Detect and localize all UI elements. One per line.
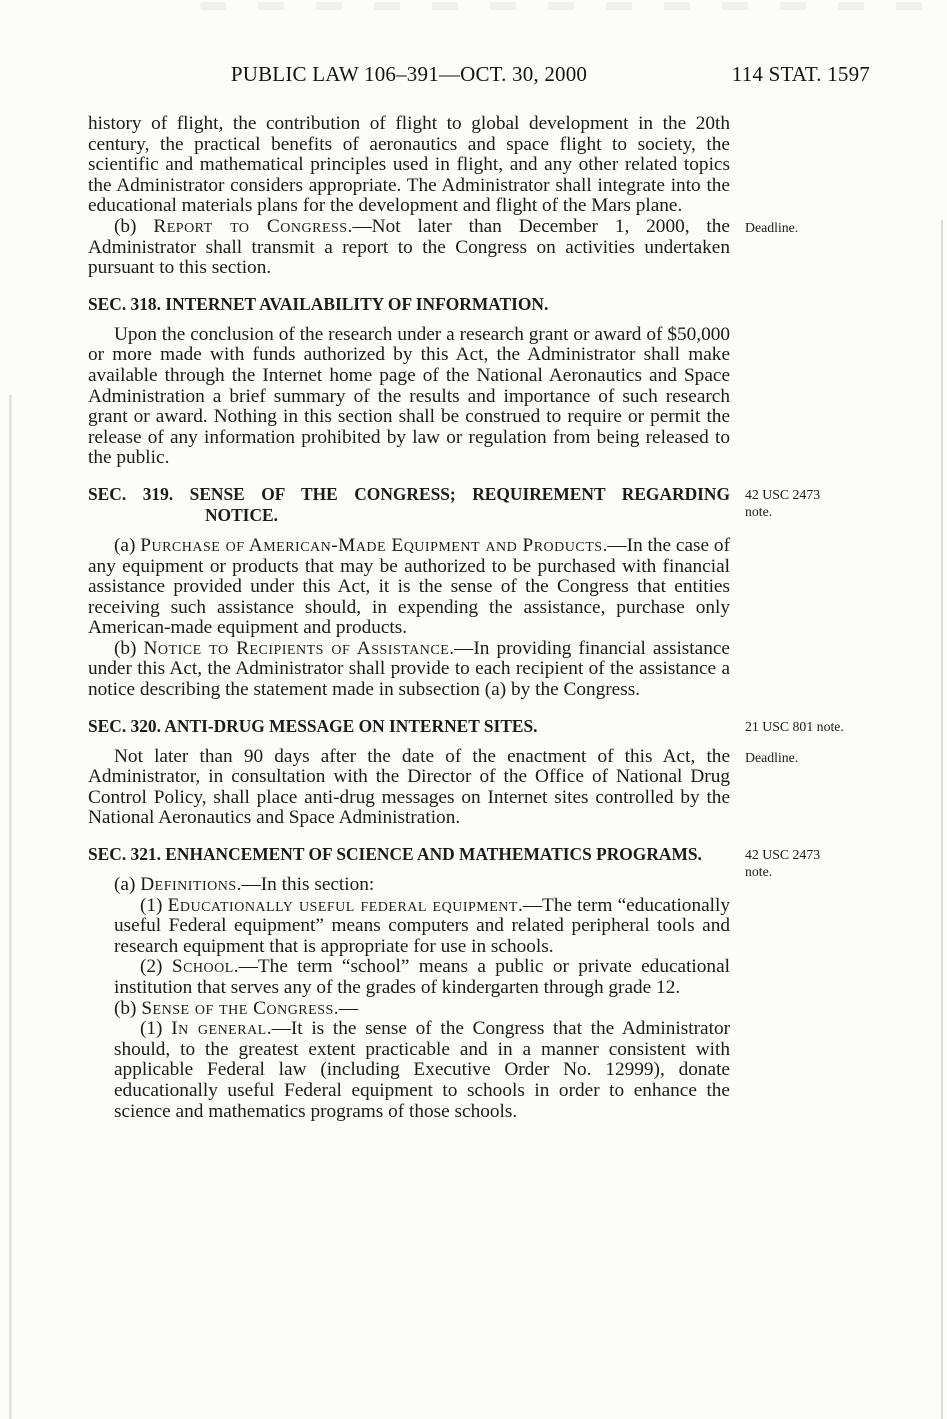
sec-317-continuation-block	[88, 114, 730, 217]
clause-title: School	[171, 956, 234, 978]
subsection-label: (b)	[114, 637, 144, 659]
subsection-title: Notice to Recipients of Assistance	[143, 637, 450, 659]
subsection-title: Report to Congress	[153, 215, 348, 237]
margin-note-deadline: Deadline.	[745, 749, 799, 765]
margin-note-line: note.	[745, 503, 773, 519]
margin-note-line: note.	[745, 864, 773, 880]
sec-319b-block	[88, 639, 730, 701]
sec-320-heading-block	[88, 715, 844, 737]
clause-title: Educationally useful federal equipment	[167, 894, 518, 916]
margin-note-usc-citation	[745, 846, 885, 880]
paragraph-text: .—The term “educationally useful Federal equipment” means computers and related peripheral tools and research equipment that is appropriate for use in schools.	[114, 894, 730, 957]
paragraph-text: .—In this section:	[236, 874, 375, 896]
paragraph	[114, 896, 730, 958]
running-header	[88, 62, 870, 90]
paragraph	[88, 639, 730, 701]
paragraph-text: .—The term “school” means a public or private educational institution that serves any of the grades of kindergarten through grade 12.	[114, 956, 730, 998]
subsection-title: Purchase of American-Made Equipment and Products	[140, 534, 603, 556]
sec-321a-intro-block	[88, 875, 730, 896]
paragraph	[88, 875, 730, 896]
paragraph	[88, 217, 730, 279]
sec-318-heading-block	[88, 294, 730, 315]
heading-line: SEC. 319. SENSE OF THE CONGRESS; REQUIREMENT REGARDING	[88, 483, 730, 504]
page-edge-line	[941, 220, 943, 1419]
paragraph: history of flight, the contribution of flight to global development in the 20th century, the practical benefits of aeronautics and space flight to society, the scientific and mathematical principles used in flight, and any other related topics the Administrator considers appropriate. The Administrator shall integrate into the educational materials plans for the development and flight of the Mars plane.	[88, 113, 730, 217]
clause-label: (1)	[140, 894, 168, 916]
paragraph	[88, 999, 730, 1020]
sec-319a-block	[88, 536, 730, 639]
clause-label: (1)	[140, 1018, 172, 1040]
sec-317b-block	[88, 215, 799, 279]
paragraph-text: .—In the case of any equipment or products that may be authorized to be purchased with financial assistance provided under this Act, it is the sense of the Congress that entities receiving such assistance should, in expending the assistance, purchase only American-made equipment and products.	[88, 534, 730, 639]
statute-text-column	[88, 113, 844, 1122]
sec-321-heading-block	[88, 844, 821, 880]
section-319-heading	[88, 484, 730, 526]
margin-note-line: 42 USC 2473	[745, 486, 821, 502]
paragraph	[88, 536, 730, 639]
paragraph: Not later than 90 days after the date of the enactment of this Act, the Administrator, in consultation with the Director of the Office of National Drug Control Policy, shall place anti-drug messages on Internet sites controlled by the National Aeronautics and Space Administration.	[88, 745, 730, 829]
sec-320-body-block	[88, 745, 799, 829]
paragraph-text: .—In providing financial assistance under this Act, the Administrator shall provide to each recipient of the assistance a notice describing the statement made in subsection (a) by the Congress.	[88, 637, 730, 701]
paragraph-text: .—Not later than December 1, 2000, the Administrator shall transmit a report to the Congress on activities undertaken pursuant to this section.	[88, 215, 730, 279]
margin-note-usc-citation	[745, 486, 885, 520]
subsection-label: (b)	[114, 997, 142, 1019]
paragraph-text: .—It is the sense of the Congress that the Administrator should, to the greatest extent practicable and in a manner consistent with applicable Federal law (including Executive Order No. 12999), donate educationally useful Federal equipment to schools in order to enhance the science and mathematics programs of those schools.	[114, 1018, 731, 1122]
heading-line: NOTICE.	[205, 504, 278, 525]
sec-319-heading-block	[88, 483, 821, 526]
margin-note-deadline: Deadline.	[745, 219, 799, 235]
page-binding-shadow	[9, 395, 12, 1419]
paragraph: Upon the conclusion of the research under a research grant or award of $50,000 or more made with funds authorized by this Act, the Administrator shall make available through the Internet home page of the National Aeronautics and Space Administration a brief summary of the results and importance of such research grant or award. Nothing in this section shall be construed to require or permit the release of any information prohibited by law or regulation from being released to the public.	[88, 323, 730, 469]
sec-321b1-block	[88, 1019, 730, 1122]
sec-318-body-block	[88, 325, 730, 469]
section-321-heading: SEC. 321. ENHANCEMENT OF SCIENCE AND MATHEMATICS PROGRAMS.	[88, 844, 702, 865]
subsection-title: Definitions	[140, 874, 237, 896]
header-stat-page-number: 114 STAT. 1597	[731, 62, 870, 86]
sec-321a1-block	[88, 896, 730, 958]
section-320-heading: SEC. 320. ANTI-DRUG MESSAGE ON INTERNET SITES.	[88, 715, 538, 736]
subsection-label: (a)	[114, 534, 141, 556]
section-318-heading: SEC. 318. INTERNET AVAILABILITY OF INFORMATION.	[88, 293, 549, 314]
subsection-label: (a)	[114, 874, 141, 896]
paragraph	[114, 957, 730, 998]
sec-321b-intro-block	[88, 999, 730, 1020]
scan-artifact	[200, 2, 940, 10]
clause-title: In general	[171, 1018, 267, 1040]
paragraph-text: .—	[333, 997, 358, 1019]
subsection-label: (b)	[114, 215, 154, 237]
subsection-title: Sense of the Congress	[141, 997, 334, 1019]
clause-label: (2)	[140, 956, 172, 978]
margin-note-line: 42 USC 2473	[745, 847, 821, 863]
sec-321a2-block	[88, 957, 730, 998]
paragraph	[114, 1019, 730, 1122]
header-law-title: PUBLIC LAW 106–391—OCT. 30, 2000	[230, 62, 588, 86]
margin-note-usc-citation: 21 USC 801 note.	[745, 718, 844, 734]
